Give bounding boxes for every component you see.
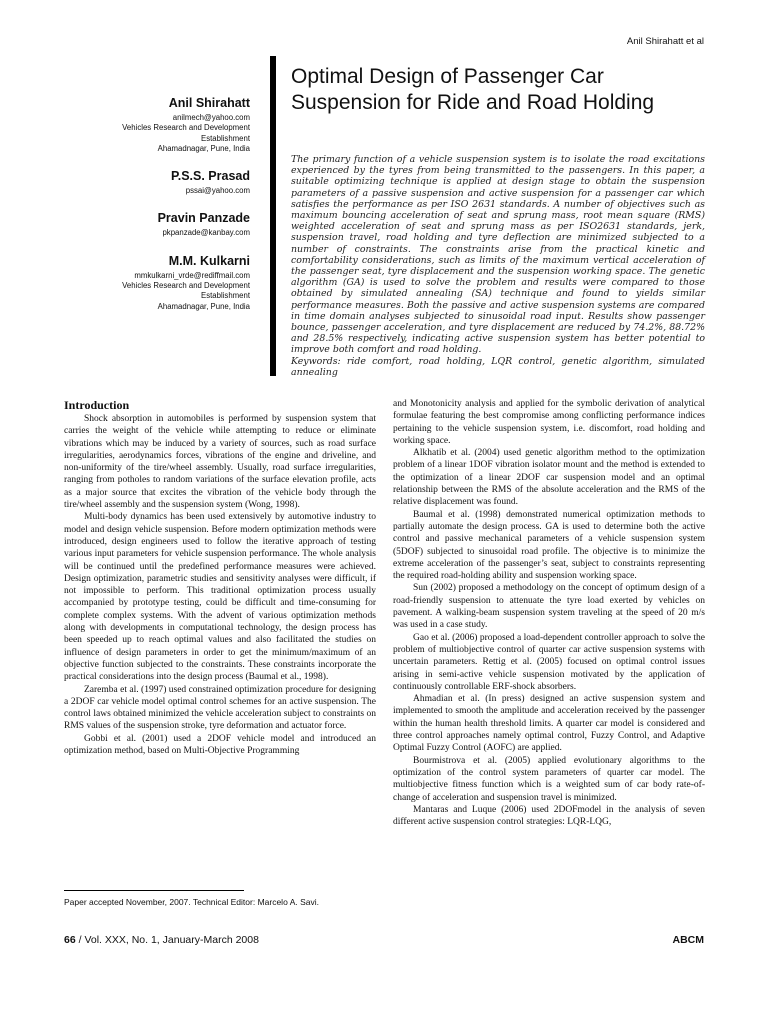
author-affiliation: Ahamadnagar, Pune, India [157,301,250,311]
paragraph: Ahmadian et al. (In press) designed an active suspension system and implemented to smooth the amplitude and acceleration received by the passenger within the human health threshold limits. A quarter car model is considered and three control approaches namely optimal control, Fuzzy Control, and Adaptive Optimal Fuzzy Control (AOFC) are applied. [393,694,705,754]
paragraph: Baumal et al. (1998) demonstrated numerical optimization methods to partially automate the design process. GA is used to determine both the active control and passive mechanical parameters of a vehicle suspension system (5DOF) subjected to sinusoidal road profile. The objective is to minimize the extreme acceleration of the passenger’s seat, subject to constraints representing the required road-holding ability and suspension working space. [393,509,705,582]
paragraph: Mantaras and Luque (2006) used 2DOFmodel in the analysis of seven different active suspension control strategies: LQR-LQG, [393,804,705,828]
author-name: M.M. Kulkarni [168,253,250,268]
paragraph: Multi-body dynamics has been used extensively by automotive industry to model and design vehicle suspension. Before modern optimization methods were introduced, design engineers used to follow the iterative approach of testing various input parameters for vehicle suspension performance. The whole analysis will be continued until the predefined performance measures were achieved. Design optimization, parametric studies and sensitivity analyses were difficult, if not impossible to perform. This traditional optimization process usually accompanied by prototype testing, could be difficult and time-consuming for complete complex systems. With the advent of various optimization methods along with developments in computational technology, the design process has been speeded up to reach optimal values and also facilitated the studies on influence of design parameters in order to get the minimum/maximum of an objective function subjected to the constraints. These constraints incorporate the practical considerations into the design process (Baumal et al., 1998). [64,512,376,683]
paragraph: Gao et al. (2006) proposed a load-dependent controller approach to solve the problem of multiobjective control of quarter car active suspension systems with uncertain parameters. Rettig et al. (2005) focused on optimal control issues arising in semi-active vehicle suspension motivated by the application of continuously controllable ERF-shock absorbers. [393,632,705,692]
author-affiliation: Establishment [201,133,250,143]
running-head: Anil Shirahatt et al [626,36,704,47]
page-number: 66 [64,934,76,946]
paper-title: Optimal Design of Passenger Car Suspension for Ride and Road Holding [291,65,655,114]
paragraph: Sun (2002) proposed a methodology on the concept of optimum design of a road-friendly suspension to attenuate the tyre load exerted by vehicles on pavement. A walking-beam suspension system traveling at the speed of 20 m/s was used in a case study. [393,583,705,631]
paragraph: Alkhatib et al. (2004) used genetic algorithm method to the optimization problem of a linear 1DOF vibration isolator mount and the method is extended to the optimization of a linear 2DOF car suspension model and an optimal relationship between the RMS of the absolute acceleration and the RMS of the relative displacement was found. [393,448,705,508]
author-email: anilmech@yahoo.com [172,113,250,122]
keywords-label: Keywords: [291,355,341,367]
author-affiliation: Establishment [201,291,250,301]
footnote-rule [64,890,244,891]
paragraph: Shock absorption in automobiles is performed by suspension system that carries the weight of the vehicle while attempting to reduce or eliminate vibrations which may be induced by a variety of sources, such as road surface irregularities, aerodynamics forces, vibrations of the engine and driveline, and non-uniformity of the tire/wheel assembly. Usually, road surface irregularities, ranging from potholes to random variations of the surface elevation profile, acts as a major source that excites the vibration of the vehicle body through the tire/wheel assembly and the suspension system (Wong, 1998). [64,414,376,511]
keywords-text: ride comfort, road holding, LQR control, genetic algorithm, simulated annealing [291,355,705,378]
page-footer-left [64,934,259,946]
section-heading-introduction: Introduction [64,398,130,412]
paragraph: Zaremba et al. (1997) used constrained optimization procedure for designing a 2DOF car vehicle model optimal control schemes for an active suspension. The control laws obtained minimized the vehicle acceleration subject to constraints on RMS values of the suspension stroke, tyre deformation and actuator force. [64,684,376,732]
right-column [393,398,705,828]
title-divider-bar [270,56,276,376]
author-affiliation: Vehicles Research and Development [122,281,250,291]
author-block [60,96,250,327]
author-name: Pravin Panzade [157,211,250,226]
author [60,254,250,312]
author-affiliation: Vehicles Research and Development [122,123,250,133]
author-email: mmkulkarni_vrde@rediffmail.com [134,270,250,280]
author-name: P.S.S. Prasad [171,169,250,184]
author-email: pkpanzade@kanbay.com [162,228,250,238]
author [60,169,250,196]
abstract [291,154,705,378]
author [60,96,250,154]
paragraph: Bourmistrova et al. (2005) applied evolutionary algorithms to the optimization of the control system parameters of quarter car model. The multiobjective fitness function which is a weighted sum of car body rate-of-change of acceleration and suspension travel is minimized. [393,755,705,803]
left-column [64,398,376,757]
journal-name: ABCM [672,934,704,946]
paragraph: Gobbi et al. (2001) used a 2DOF vehicle model and introduced an optimization method, based on Multi-Objective Programming [64,733,376,757]
author [60,211,250,238]
keywords [291,356,705,378]
author-email: pssai@yahoo.com [185,186,250,196]
paragraph-continuation: and Monotonicity analysis and applied for the symbolic derivation of analytical formulae featuring the best compromise among conflicting performance indices pertaining to the vehicle suspension system, i.e. discomfort, road holding and working space. [393,399,705,446]
author-affiliation: Ahamadnagar, Pune, India [157,143,250,153]
journal-volume: / Vol. XXX, No. 1, January-March 2008 [75,934,259,946]
footnote: Paper accepted November, 2007. Technical Editor: Marcelo A. Savi. [64,897,319,907]
abstract-text: The primary function of a vehicle suspension system is to isolate the road excitations experienced by the tyres from being transmitted to the passengers. In this paper, a suitable optimizing technique is applied at design stage to obtain the suspension parameters of a passive suspension and active suspension for a passenger car which satisfies the performance as per ISO 2631 standards. A number of objectives such as maximum bouncing acceleration of seat and sprung mass, root mean square (RMS) weighted acceleration of seat and sprung mass as per ISO2631 standards, jerk, suspension travel, road holding and tyre deflection are minimized subjected to a number of constraints. The constraints arise from the practical kinetic and comfortability considerations, such as limits of the maximum vertical acceleration of the passenger seat, tyre displacement and the suspension working space. The genetic algorithm (GA) is used to solve the problem and results were compared to those obtained by simulated annealing (SA) technique and found to yields similar performance measures. Both the passive and active suspension systems are compared in time domain analyses subjected to sinusoidal road input. Results show passenger bounce, passenger acceleration, and tyre displacement are reduced by 74.2%, 88.72% and 28.5% respectively, indicating active suspension system has better potential to improve both comfort and road holding. [291,154,705,356]
author-name: Anil Shirahatt [168,96,250,110]
